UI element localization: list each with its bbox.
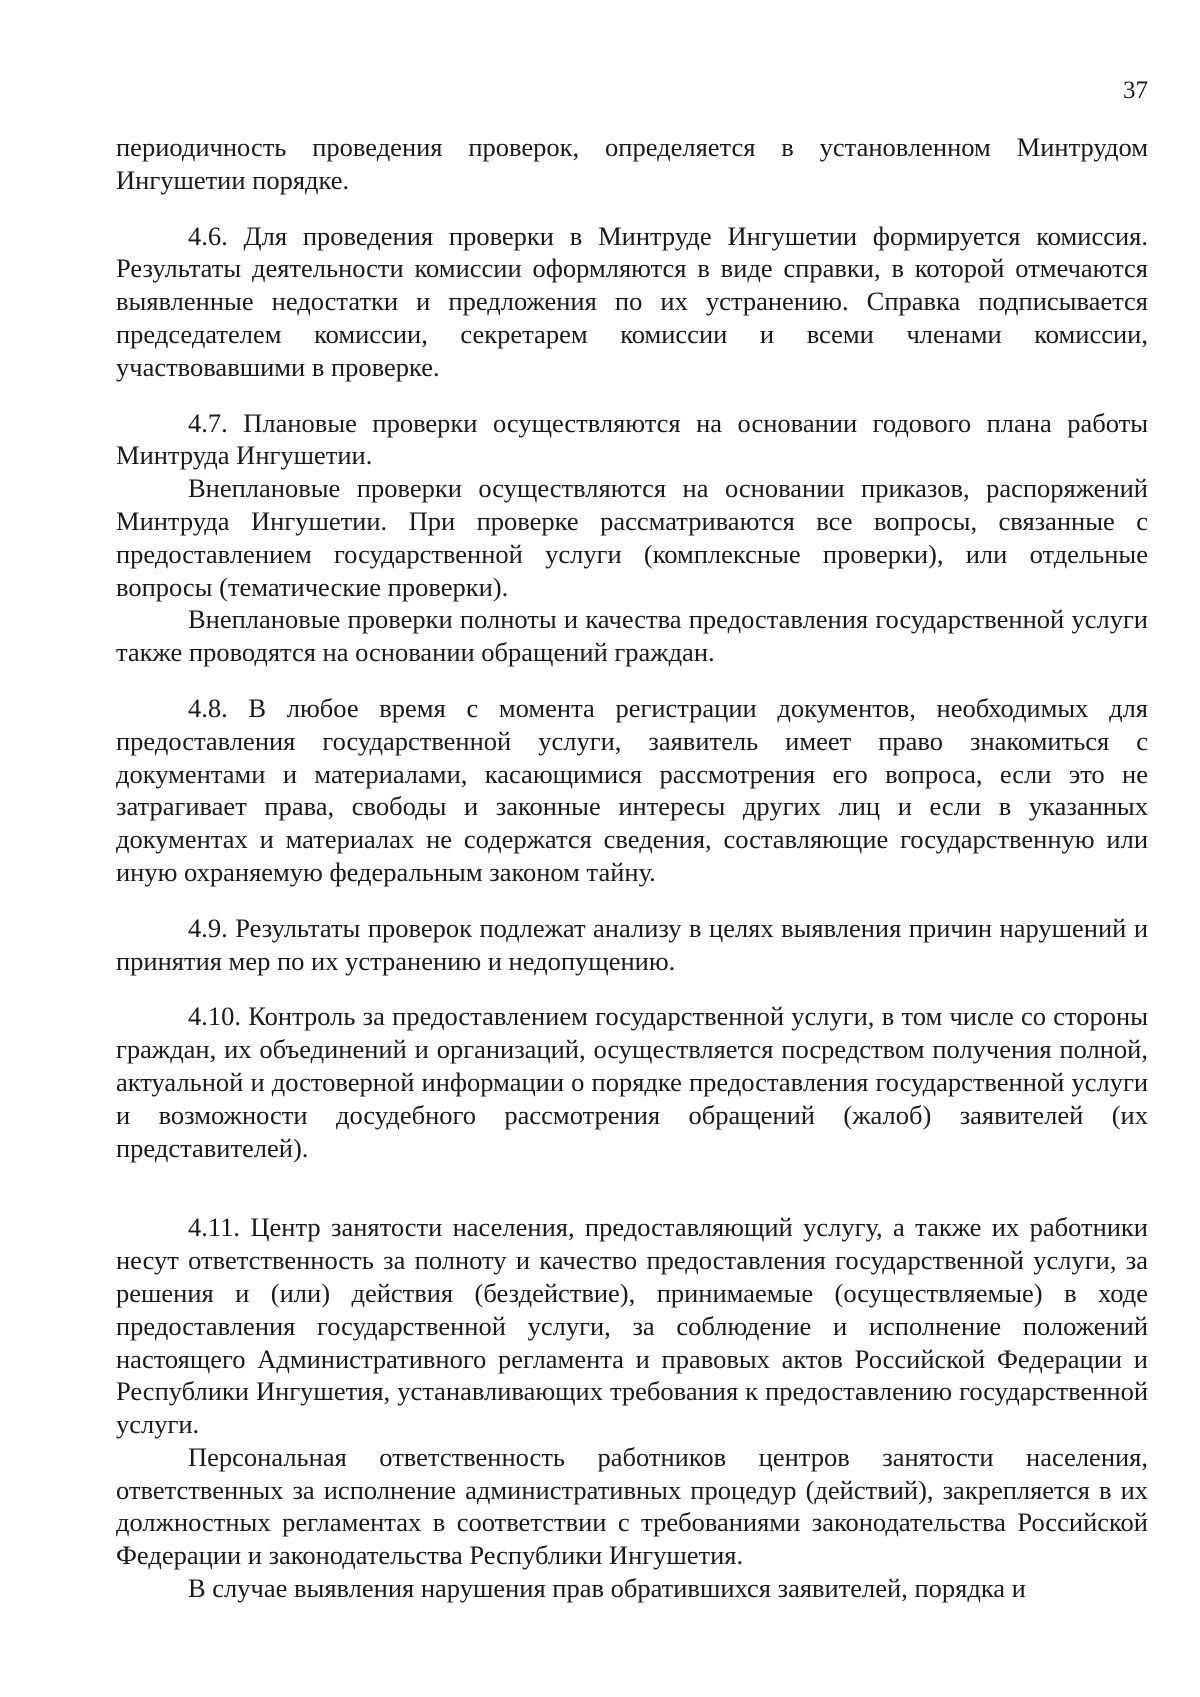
page-number: 37 (1123, 77, 1148, 104)
document-body (116, 131, 1148, 1605)
paragraph-4-10: 4.10. Контроль за предоставлением государственной услуги, в том числе со стороны граждан, их объединений и организаций, осуществляется посредством получения полной, актуальной и достоверной информации о порядке предоставления государственной услуги и возможности досудебного рассмотрения обращений (жалоб) заявителей (их представителей). (116, 1001, 1148, 1163)
paragraph-4-8: 4.8. В любое время с момента регистрации документов, необходимых для предоставления государственной услуги, заявитель имеет право знакомиться с документами и материалами, касающимися рассмотрения его вопроса, если это не затрагивает права, свободы и законные интересы других лиц и если в указанных документах и материалах не содержатся сведения, составляющие государственную или иную охраняемую федеральным законом тайну. (116, 692, 1148, 887)
paragraph-unplanned-checks: Внеплановые проверки осуществляются на основании приказов, распоряжений Минтруда Ингушетии. При проверке рассматриваются все вопросы, связанные с предоставлением государственной услуги (комплексные проверки), или отдельные вопросы (тематические проверки). (116, 473, 1148, 602)
paragraph-continuation: периодичность проведения проверок, определяется в установленном Минтрудом Ингушетии порядке. (116, 132, 1148, 195)
paragraph-4-9: 4.9. Результаты проверок подлежат анализу в целях выявления причин нарушений и принятия мер по их устранению и недопущению. (116, 912, 1148, 976)
paragraph-personal-responsibility: Персональная ответственность работников центров занятости населения, ответственных за исполнение административных процедур (действий), закрепляется в их должностных регламентах в соответствии с требованиями законодательства Российской Федерации и законодательства Республики Ингушетия. (116, 1441, 1148, 1571)
paragraph-violation-case: В случае выявления нарушения прав обратившихся заявителей, порядка и (188, 1573, 1026, 1604)
paragraph-unplanned-checks-citizens: Внеплановые проверки полноты и качества предоставления государственной услуги также проводятся на основании обращений граждан. (116, 604, 1148, 668)
paragraph-4-7: 4.7. Плановые проверки осуществляются на основании годового плана работы Минтруда Ингушетии. (116, 407, 1148, 471)
paragraph-4-6: 4.6. Для проведения проверки в Минтруде Ингушетии формируется комиссия. Результаты деятельности комиссии оформляются в виде справки, в которой отмечаются выявленные недостатки и предложения по их устранению. Справка подписывается председателем комиссии, секретарем комиссии и всеми членами комиссии, участвовавшими в проверке. (116, 220, 1148, 382)
paragraph-4-11: 4.11. Центр занятости населения, предоставляющий услугу, а также их работники несут ответственность за полноту и качество предоставления государственной услуги, за решения и (или) действия (бездействие), принимаемые (осуществляемые) в ходе предоставления государственной услуги, за соблюдение и исполнение положений настоящего Административного регламента и правовых актов Российской Федерации и Республики Ингушетия, устанавливающих требования к предоставлению государственной услуги. (116, 1212, 1148, 1440)
